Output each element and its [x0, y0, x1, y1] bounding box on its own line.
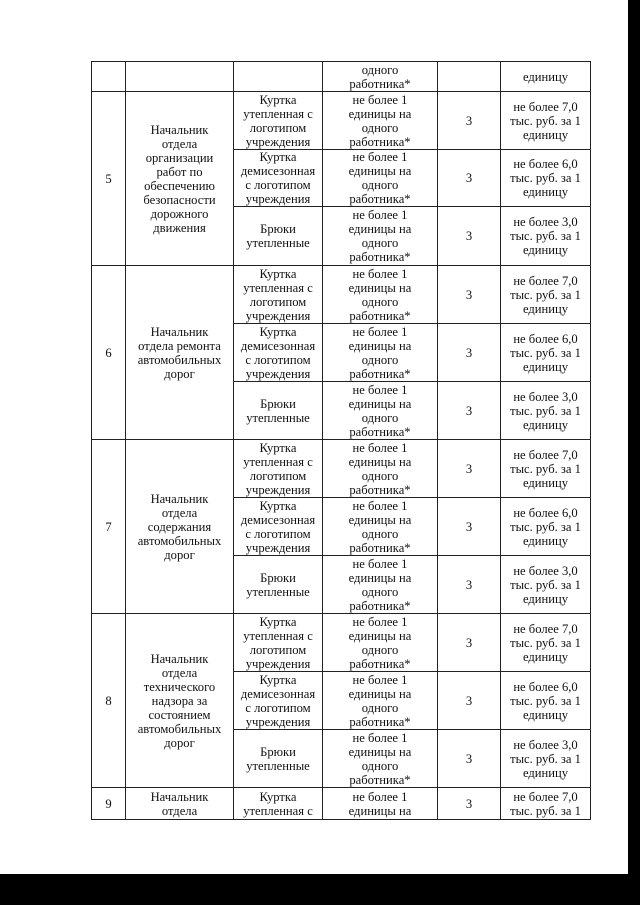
- cell-norm: не более 1 единицы на одного работника*: [323, 92, 438, 150]
- cell-position: Начальник отдела организации работ по обеспечению безопасности дорожного движения: [126, 92, 234, 266]
- cell-price: не более 7,0 тыс. руб. за 1 единицу: [501, 614, 591, 672]
- cell-norm: не более 1 единицы на одного работника*: [323, 324, 438, 382]
- cell-position: Начальник отдела: [126, 788, 234, 820]
- cell-item-name: Куртка демисезонная с логотипом учреждения: [234, 672, 323, 730]
- cell-item-name: Брюки утепленные: [234, 207, 323, 266]
- cell-qty: 3: [438, 556, 501, 614]
- cell-qty: 3: [438, 730, 501, 788]
- cell-qty: 3: [438, 150, 501, 207]
- cell-norm: не более 1 единицы на одного работника*: [323, 207, 438, 266]
- cell-item-name: Брюки утепленные: [234, 556, 323, 614]
- cell-price: не более 3,0 тыс. руб. за 1 единицу: [501, 730, 591, 788]
- cell-norm: не более 1 единицы на одного работника*: [323, 498, 438, 556]
- cell-position: [126, 62, 234, 92]
- cell-price: не более 3,0 тыс. руб. за 1 единицу: [501, 556, 591, 614]
- cell-num: 8: [92, 614, 126, 788]
- cell-price: не более 3,0 тыс. руб. за 1 единицу: [501, 382, 591, 440]
- cell-price: не более 7,0 тыс. руб. за 1 единицу: [501, 266, 591, 324]
- cell-price: не более 6,0 тыс. руб. за 1 единицу: [501, 324, 591, 382]
- cell-item-name: Куртка утепленная с логотипом учреждения: [234, 266, 323, 324]
- table-row: [92, 788, 591, 820]
- cell-item-name: Куртка демисезонная с логотипом учреждения: [234, 150, 323, 207]
- cell-norm: не более 1 единицы на одного работника*: [323, 150, 438, 207]
- scan-edge-bottom: [0, 874, 640, 905]
- cell-norm: не более 1 единицы на одного работника*: [323, 266, 438, 324]
- cell-norm: не более 1 единицы на одного работника*: [323, 382, 438, 440]
- cell-qty: 3: [438, 788, 501, 820]
- cell-qty: 3: [438, 614, 501, 672]
- cell-num: 7: [92, 440, 126, 614]
- table-row: [92, 92, 591, 150]
- uniform-norms-table: [91, 61, 591, 820]
- cell-qty: 3: [438, 382, 501, 440]
- cell-num: 5: [92, 92, 126, 266]
- cell-item-name: [234, 62, 323, 92]
- table-row: [92, 266, 591, 324]
- cell-qty: 3: [438, 498, 501, 556]
- cell-price: не более 6,0 тыс. руб. за 1 единицу: [501, 150, 591, 207]
- cell-qty: 3: [438, 440, 501, 498]
- cell-position: Начальник отдела содержания автомобильных дорог: [126, 440, 234, 614]
- cell-norm: одного работника*: [323, 62, 438, 92]
- cell-price: не более 7,0 тыс. руб. за 1 единицу: [501, 92, 591, 150]
- cell-item-name: Куртка демисезонная с логотипом учреждения: [234, 324, 323, 382]
- scan-edge-right: [628, 0, 640, 905]
- cell-price: не более 7,0 тыс. руб. за 1: [501, 788, 591, 820]
- cell-norm: не более 1 единицы на одного работника*: [323, 730, 438, 788]
- cell-num: [92, 62, 126, 92]
- cell-norm: не более 1 единицы на одного работника*: [323, 614, 438, 672]
- cell-item-name: Куртка демисезонная с логотипом учреждения: [234, 498, 323, 556]
- cell-price: не более 6,0 тыс. руб. за 1 единицу: [501, 498, 591, 556]
- cell-item-name: Куртка утепленная с логотипом учреждения: [234, 440, 323, 498]
- cell-num: 6: [92, 266, 126, 440]
- cell-price: не более 6,0 тыс. руб. за 1 единицу: [501, 672, 591, 730]
- cell-position: Начальник отдела ремонта автомобильных дорог: [126, 266, 234, 440]
- cell-qty: 3: [438, 92, 501, 150]
- cell-norm: не более 1 единицы на одного работника*: [323, 556, 438, 614]
- table-row-continued: [92, 62, 591, 92]
- table-row: [92, 614, 591, 672]
- cell-price: не более 7,0 тыс. руб. за 1 единицу: [501, 440, 591, 498]
- cell-qty: 3: [438, 672, 501, 730]
- cell-qty: [438, 62, 501, 92]
- cell-num: 9: [92, 788, 126, 820]
- cell-qty: 3: [438, 324, 501, 382]
- cell-item-name: Куртка утепленная с: [234, 788, 323, 820]
- cell-item-name: Куртка утепленная с логотипом учреждения: [234, 614, 323, 672]
- cell-qty: 3: [438, 266, 501, 324]
- table-row: [92, 440, 591, 498]
- cell-norm: не более 1 единицы на одного работника*: [323, 440, 438, 498]
- cell-norm: не более 1 единицы на одного работника*: [323, 672, 438, 730]
- cell-item-name: Куртка утепленная с логотипом учреждения: [234, 92, 323, 150]
- cell-norm: не более 1 единицы на: [323, 788, 438, 820]
- cell-price: единицу: [501, 62, 591, 92]
- cell-price: не более 3,0 тыс. руб. за 1 единицу: [501, 207, 591, 266]
- cell-position: Начальник отдела технического надзора за состоянием автомобильных дорог: [126, 614, 234, 788]
- cell-qty: 3: [438, 207, 501, 266]
- cell-item-name: Брюки утепленные: [234, 730, 323, 788]
- cell-item-name: Брюки утепленные: [234, 382, 323, 440]
